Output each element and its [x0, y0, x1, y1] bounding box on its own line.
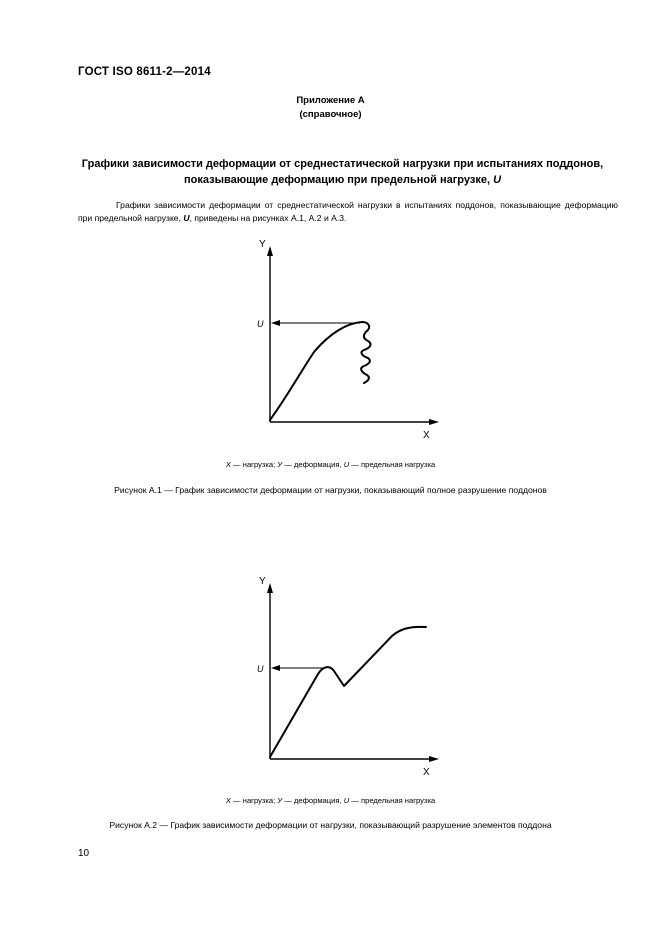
figure-a1-x-label: X — [423, 430, 430, 441]
page-number: 10 — [78, 848, 90, 859]
figure-a2-y-label: Y — [259, 576, 266, 587]
figure-a1-legend-x-desc: — нагрузка; — [230, 460, 278, 469]
section-heading-variable: U — [493, 174, 502, 186]
figure-a2-u-label: U — [257, 664, 264, 674]
figure-a2-legend-y-var: У — [277, 796, 283, 805]
figure-a2-legend-y-desc: — деформация, — [282, 796, 344, 805]
figure-a2-x-label: X — [423, 767, 430, 778]
figure-a2-legend-u-desc: — предельная нагрузка — [349, 796, 436, 805]
figure-a2-legend — [0, 796, 661, 805]
intro-text-a: Графики зависимости деформации от среднестатической нагрузки в испытаниях поддонов, показывающие деформацию при предельной нагрузке, — [78, 200, 618, 223]
figure-a1-u-label: U — [257, 319, 264, 329]
figure-a1-legend-y-var: У — [277, 460, 283, 469]
figure-a2-x-arrow — [429, 756, 439, 762]
figure-a1-legend-y-desc: — деформация, — [282, 460, 344, 469]
standard-designation: ГОСТ ISO 8611-2—2014 — [78, 66, 211, 78]
section-heading-line2-text: показывающие деформацию при предельной нагрузке, — [183, 174, 494, 186]
figure-a2-legend-x-var: X — [225, 796, 231, 805]
figure-a2-legend-u-var: U — [343, 796, 350, 805]
figure-a1-legend-u-desc: — предельная нагрузка — [349, 460, 436, 469]
figure-a2-curve — [270, 627, 426, 757]
figure-a1-legend-x-var: X — [225, 460, 231, 469]
figure-a2-legend-x-desc: — нагрузка; — [230, 796, 278, 805]
intro-text-b: , приведены на рисунках А.1, А.2 и А.3. — [189, 213, 347, 223]
figure-a1-y-label: Y — [259, 239, 266, 250]
annex-subtitle: (справочное) — [299, 109, 362, 120]
figure-a2-caption: Рисунок А.2 — График зависимости деформации от нагрузки, показывающий разрушение элементов поддона — [109, 820, 552, 830]
figure-a1-legend-u-var: U — [343, 460, 350, 469]
section-heading-line1: Графики зависимости деформации от среднестатической нагрузки при испытаниях поддонов, — [81, 158, 604, 170]
figure-a2-u-arrow — [271, 665, 280, 671]
figure-a2-y-arrow — [267, 583, 273, 593]
intro-variable: U — [183, 213, 190, 223]
figure-a1-caption: Рисунок А.1 — График зависимости деформации от нагрузки, показывающий полное разрушение поддонов — [114, 485, 547, 495]
annex-title: Приложение А — [296, 95, 365, 106]
